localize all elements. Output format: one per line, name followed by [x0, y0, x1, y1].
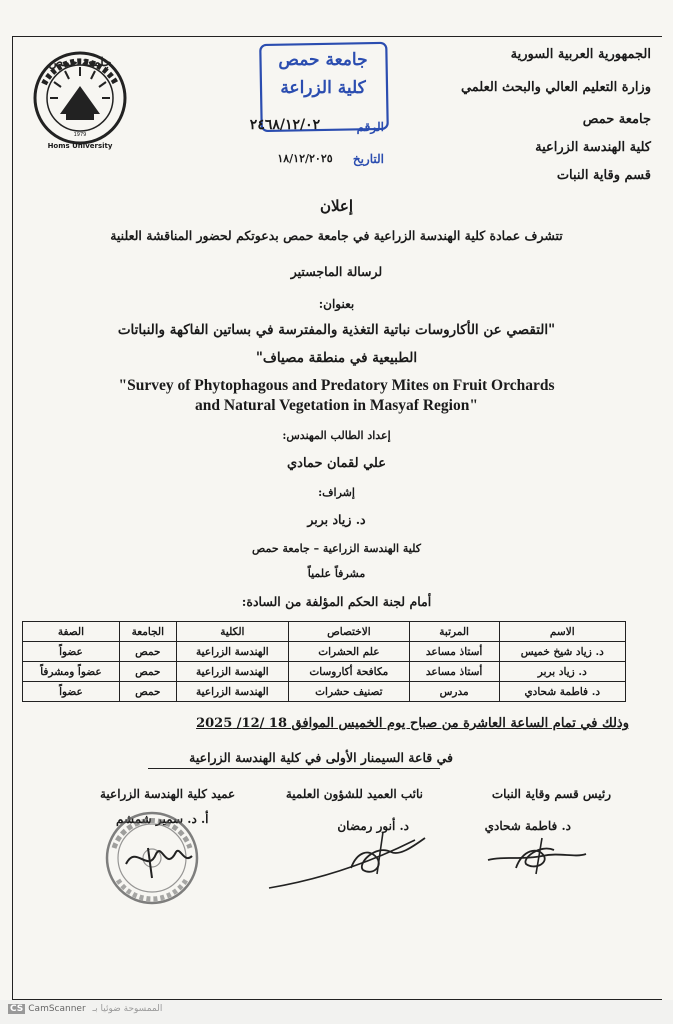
stamp-date-value: ١٨/١٢/٢٠٢٥	[277, 152, 333, 165]
cell-name: د. زياد شيخ خميس	[499, 642, 625, 662]
cell-name: د. زياد بربر	[499, 662, 625, 682]
supervision-label: إشراف:	[318, 486, 355, 499]
prepared-by-label: إعداد الطالب المهندس:	[282, 429, 391, 442]
signatory-title-department-head: رئيس قسم وقاية النبات	[491, 787, 611, 801]
header-line-department: قسم وقاية النبات	[556, 168, 651, 183]
schedule-underline	[148, 768, 440, 769]
cell-rank: أستاذ مساعد	[409, 662, 499, 682]
committee-header-row	[23, 622, 626, 642]
supervisor-name: د. زياد بربر	[307, 512, 366, 527]
header-line-country: الجمهورية العربية السورية	[510, 47, 651, 62]
cell-university: حمص	[119, 682, 176, 702]
student-name: علي لقمان حمادي	[287, 456, 386, 471]
cell-specialty: مكافحة أكاروسات	[289, 662, 410, 682]
cell-rank: مدرس	[409, 682, 499, 702]
cell-specialty: علم الحشرات	[289, 642, 410, 662]
signatory-title-dean: عميد كلية الهندسة الزراعية	[100, 787, 236, 801]
header-line-ministry: وزارة التعليم العالي والبحث العلمي	[460, 80, 651, 95]
schedule-time: وذلك في تمام الساعة العاشرة من صباح يوم الخميس الموافق 18 /12/ 2025	[196, 716, 629, 731]
logo-arabic-name: جامعة حمص	[48, 55, 112, 69]
cell-faculty: الهندسة الزراعية	[176, 682, 288, 702]
department-head-signature	[482, 830, 592, 880]
cell-university: حمص	[119, 642, 176, 662]
committee-intro: أمام لجنة الحكم المؤلفة من السادة:	[241, 594, 432, 609]
thesis-title-ar-line1: "التقصي عن الأكاروسات نباتية التغذية والمفترسة في بساتين الفاكهة والنباتات	[117, 322, 556, 338]
subject-label: بعنوان:	[318, 297, 355, 311]
camscanner-app-name: CamScanner	[28, 1004, 86, 1014]
cell-role: عضواً	[23, 682, 120, 702]
dean-signature	[118, 834, 198, 884]
cell-role: عضواً	[23, 642, 120, 662]
cell-faculty: الهندسة الزراعية	[176, 662, 288, 682]
cell-specialty: تصنيف حشرات	[289, 682, 410, 702]
col-header-faculty: الكلية	[176, 622, 288, 642]
camscanner-badge: CS	[10, 1004, 24, 1014]
cell-faculty: الهندسة الزراعية	[176, 642, 288, 662]
col-header-specialty: الاختصاص	[289, 622, 410, 642]
table-row	[23, 682, 626, 702]
vice-dean-signature	[265, 826, 445, 894]
thesis-title-en-line1: "Survey of Phytophagous and Predatory Mites on Fruit Orchards	[118, 377, 555, 394]
col-header-university: الجامعة	[119, 622, 176, 642]
col-header-role: الصفة	[23, 622, 120, 642]
signatory-name-vice-dean: د. أنور رمضان	[337, 819, 409, 833]
schedule-place: في قاعة السيمنار الأولى في كلية الهندسة الزراعية	[189, 750, 453, 765]
thesis-title-en-line2: and Natural Vegetation in Masyaf Region"	[195, 397, 478, 414]
table-row	[23, 642, 626, 662]
signatory-title-vice-dean: نائب العميد للشؤون العلمية	[285, 787, 423, 801]
logo-english-name: Homs University	[47, 142, 113, 150]
signatory-name-department-head: د. فاطمة شحادي	[484, 819, 571, 833]
university-logo	[30, 46, 130, 158]
committee-table	[22, 621, 626, 702]
thesis-type: لرسالة الماجستير	[290, 264, 383, 279]
supervisor-affiliation: كلية الهندسة الزراعية – جامعة حمص	[252, 542, 421, 555]
signatory-name-dean: أ. د. سمير شمشم	[116, 812, 209, 826]
cell-university: حمص	[119, 662, 176, 682]
stamp-date-label: التاريخ	[352, 152, 384, 166]
stamp-faculty: كلية الزراعة	[280, 78, 366, 98]
announcement-title: إعلان	[319, 197, 354, 215]
header-line-university: جامعة حمص	[582, 112, 651, 127]
cell-rank: أستاذ مساعد	[409, 642, 499, 662]
camscanner-caption: الممسوحة ضوئيا بـ	[92, 1004, 163, 1014]
stamp-ref-label: الرقم	[356, 120, 384, 134]
invitation-text: تتشرف عمادة كلية الهندسة الزراعية في جامعة حمص بدعوتكم لحضور المناقشة العلنية	[110, 228, 563, 243]
camscanner-watermark	[8, 1004, 162, 1014]
thesis-title-ar-line2: الطبيعية في منطقة مصياف"	[255, 350, 418, 366]
cell-role: عضواً ومشرفاً	[23, 662, 120, 682]
col-header-name: الاسم	[499, 622, 625, 642]
supervisor-role: مشرفاً علمياً	[307, 567, 366, 580]
table-row	[23, 662, 626, 682]
stamp-university: جامعة حمص	[278, 50, 368, 70]
faculty-stamp	[240, 40, 392, 182]
logo-founded: 1979	[73, 132, 87, 138]
header-line-faculty: كلية الهندسة الزراعية	[535, 140, 651, 155]
stamp-ref-number: ٢٤٦٨/١٢/٠٢	[249, 117, 321, 133]
cell-name: د. فاطمة شحادي	[499, 682, 625, 702]
col-header-rank: المرتبة	[409, 622, 499, 642]
